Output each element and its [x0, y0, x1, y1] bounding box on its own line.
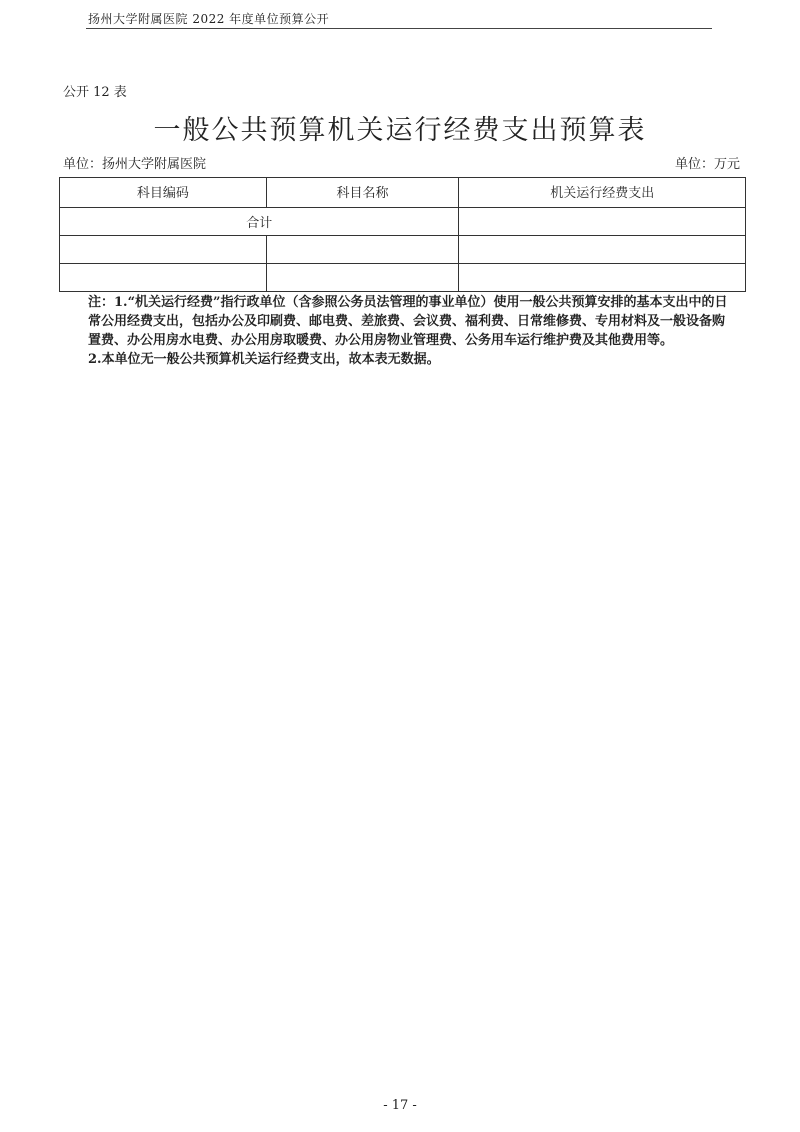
header-divider	[86, 28, 712, 29]
table-cell	[459, 236, 746, 264]
table-row	[60, 236, 746, 264]
table-cell	[60, 264, 267, 292]
notes	[88, 293, 728, 369]
currency-unit-label: 单位：万元	[674, 157, 740, 172]
table-header-row	[60, 178, 746, 208]
table-cell	[266, 236, 459, 264]
total-value	[459, 208, 746, 236]
table-cell	[60, 236, 267, 264]
total-row	[60, 208, 746, 236]
table-number: 公开 12 表	[63, 85, 127, 100]
budget-table	[59, 177, 746, 292]
column-header-code: 科目编码	[60, 178, 267, 208]
table-row	[60, 264, 746, 292]
column-header-expense: 机关运行经费支出	[459, 178, 746, 208]
table-cell	[266, 264, 459, 292]
note-2: 2.本单位无一般公共预算机关运行经费支出，故本表无数据。	[88, 352, 440, 367]
page-header: 扬州大学附属医院 2022 年度单位预算公开	[88, 12, 330, 26]
note-1: 注：1.“机关运行经费”指行政单位（含参照公务员法管理的事业单位）使用一般公共预算安排的基本支出中的日常公用经费支出，包括办公及印刷费、邮电费、差旅费、会议费、福利费、日常维修费、专用材料及一般设备购置费、办公用房水电费、办公用房取暖费、办公用房物业管理费、公务用车运行维护费及其他费用等。	[88, 295, 728, 348]
page-title: 一般公共预算机关运行经费支出预算表	[153, 115, 647, 146]
column-header-name: 科目名称	[266, 178, 459, 208]
unit-label: 单位：扬州大学附属医院	[63, 157, 207, 172]
page-number: - 17 -	[383, 1098, 417, 1113]
table-cell	[459, 264, 746, 292]
total-label: 合计	[60, 208, 459, 236]
